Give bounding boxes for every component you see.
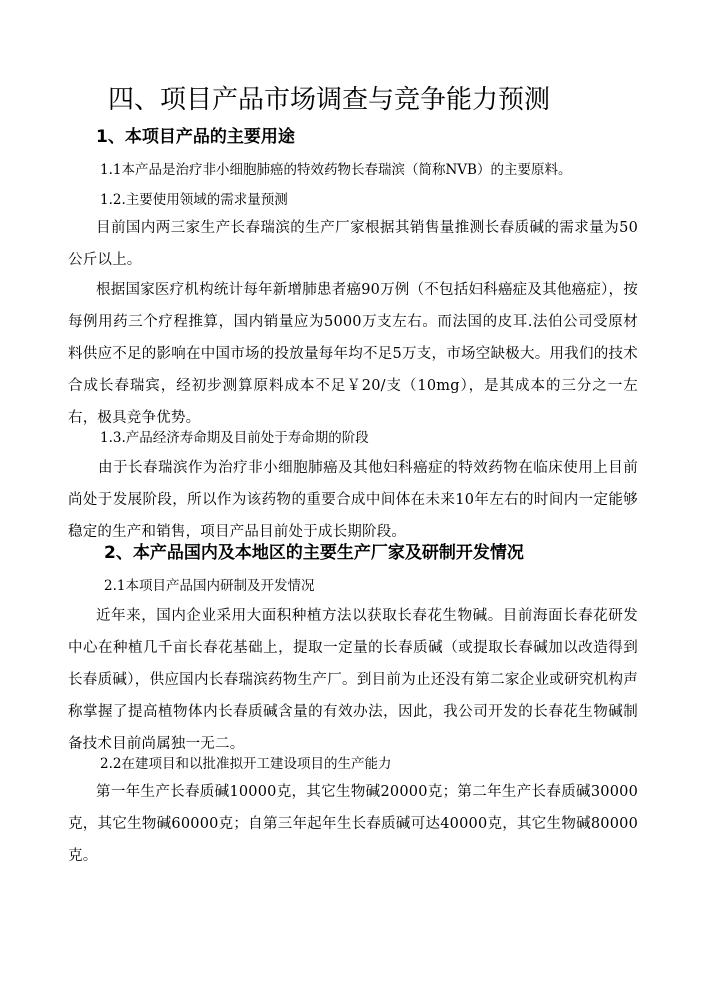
subsection-1-1: 1.1本产品是治疗非小细胞肺癌的特效药物长春瑞滨（简称NVB）的主要原料。: [100, 162, 572, 178]
chapter-heading: 四、项目产品市场调查与竞争能力预测: [108, 85, 551, 115]
subsection-1-3-title: 1.3.产品经济寿命期及目前处于寿命期的阶段: [100, 430, 369, 446]
paragraph-domestic-rd: 近年来，国内企业采用大面积种植方法以获取长春花生物碱。目前海面长春花研发中心在种植几千亩长春花基础上，提取一定量的长春质碱（或提取长春碱加以改造得到长春质碱），供应国内长春瑞滨药物生产厂。到目前为止还没有第二家企业或研究机构声称掌握了提高植物体内长春质碱含量的有效办法，因此，我公司开发的长春花生物碱制备技术目前尚属独一无二。: [68, 608, 638, 752]
paragraph-demand: 目前国内两三家生产长春瑞滨的生产厂家根据其销售量推测长春质碱的需求量为50公斤以上。: [68, 220, 638, 268]
paragraph-capacity: 第一年生产长春质碱10000克，其它生物碱20000克；第二年生产长春质碱30000克，其它生物碱60000克；自第三年起年生长春质碱可达40000克，其它生物碱80000克。: [68, 784, 638, 864]
paragraph-lifecycle: 由于长春瑞滨作为治疗非小细胞肺癌及其他妇科癌症的特效药物在临床使用上目前尚处于发展阶段，所以作为该药物的重要合成中间体在未来10年左右的时间内一定能够稳定的生产和销售，项目产品目前处于成长期阶段。: [68, 460, 638, 540]
subsection-2-2-title: 2.2在建项目和以批准拟开工建设项目的生产能力: [100, 756, 392, 772]
subsection-1-2-title: 1.2.主要使用领域的需求量预测: [100, 192, 288, 208]
subsection-2-1-title: 2.1本项目产品国内研制及开发情况: [104, 578, 315, 594]
paragraph-market: 根据国家医疗机构统计每年新增肺患者癌90万例（不包括妇科癌症及其他癌症），按每例用药三个疗程推算，国内销量应为5000万支左右。而法国的皮耳.法伯公司受原材料供应不足的影响在中国市场的投放量每年均不足5万支，市场空缺极大。用我们的技术合成长春瑞宾，经初步测算原料成本不足￥20/支（10mg），是其成本的三分之一左右，极具竞争优势。: [68, 282, 638, 426]
section-2-title: 2、本产品国内及本地区的主要生产厂家及研制开发情况: [104, 543, 524, 563]
section-1-title: 1、本项目产品的主要用途: [96, 127, 295, 147]
